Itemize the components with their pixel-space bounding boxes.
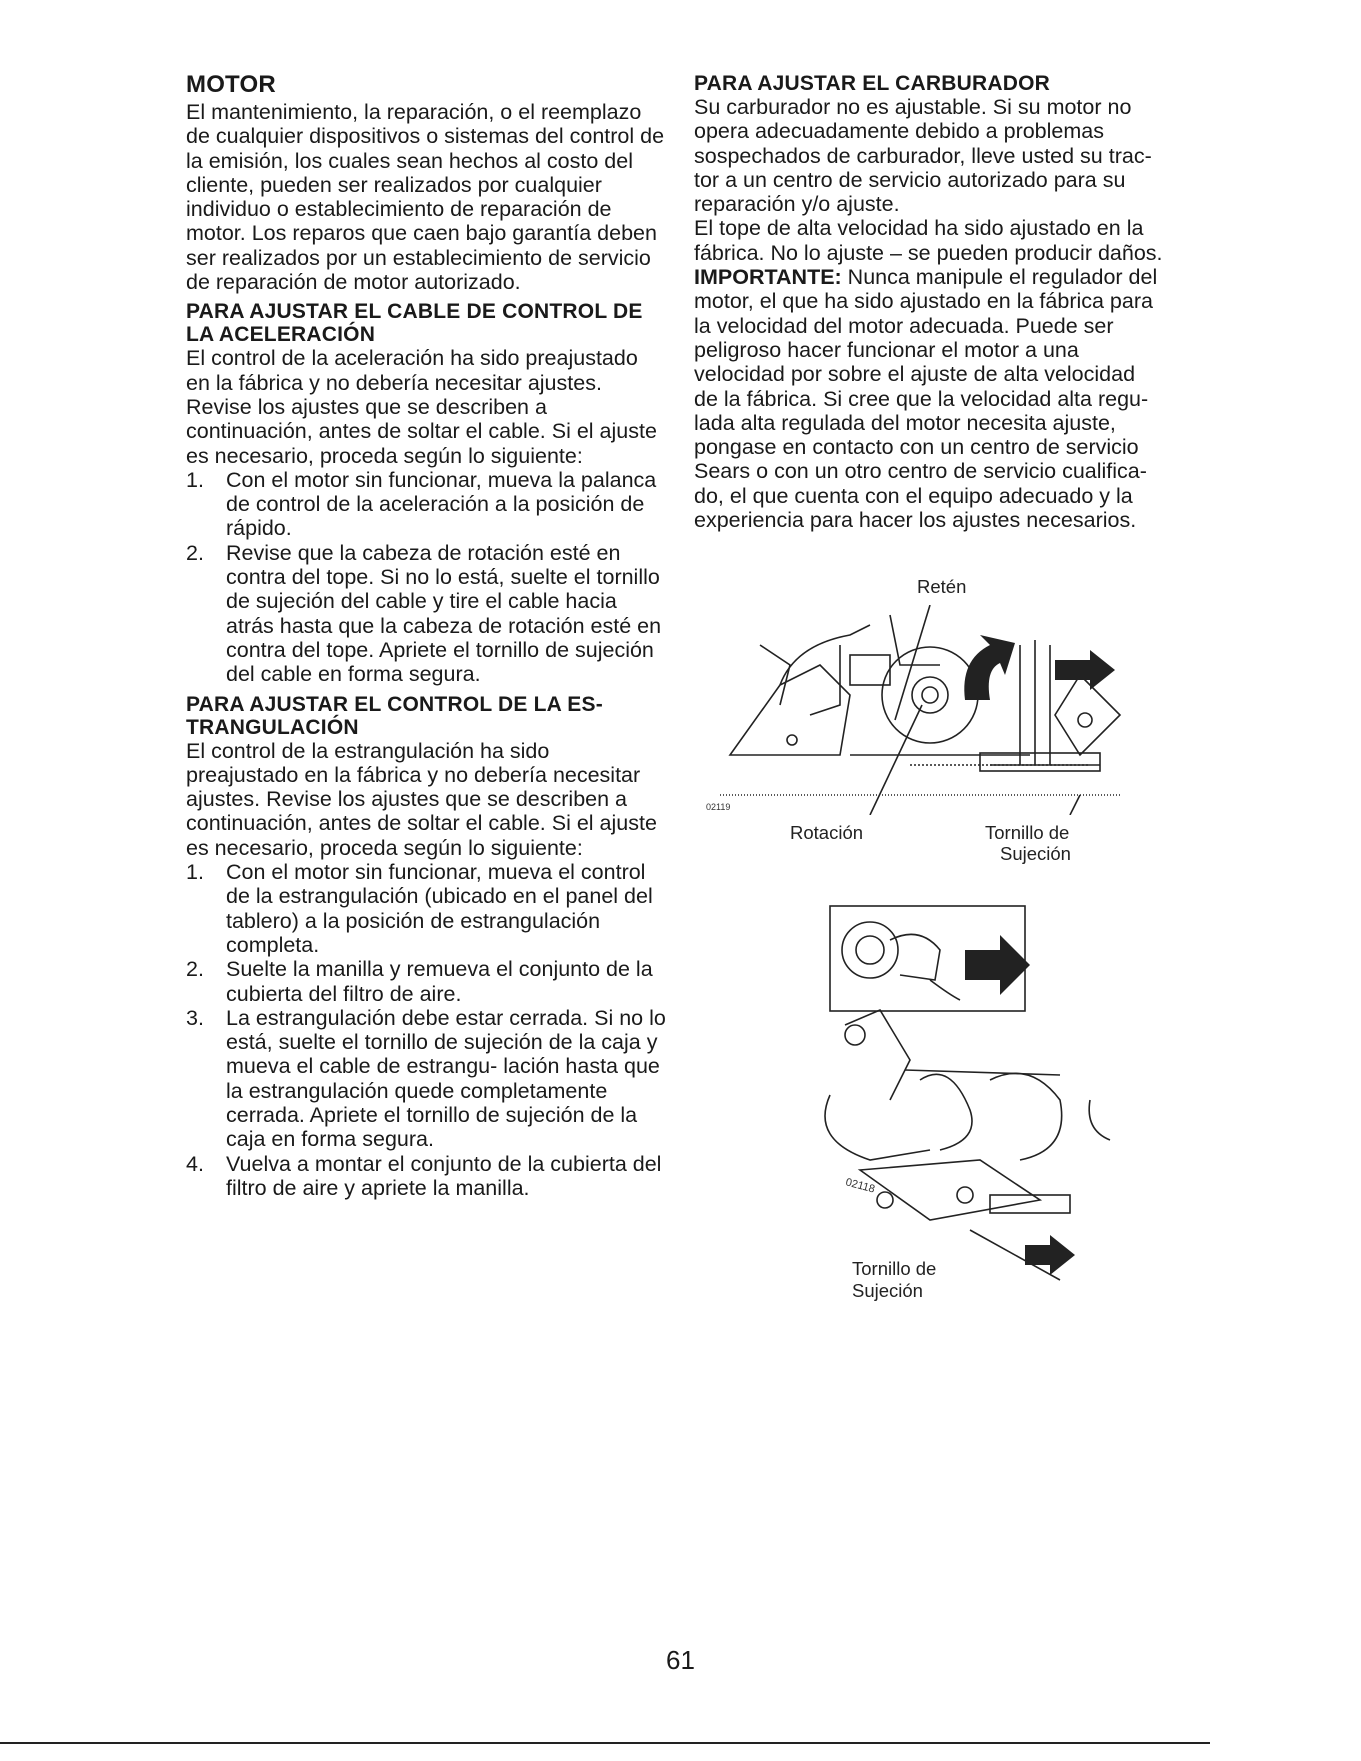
bottom-rule: [0, 1742, 1210, 1744]
reten-label: Retén: [917, 576, 967, 597]
page-number: 61: [666, 1645, 695, 1675]
right-column: [694, 72, 1164, 532]
step-text: Vuelva a montar el conjunto de la cubierta del filtro de aire y apriete la manilla.: [226, 1151, 662, 1200]
sujecion-label-1: Sujeción: [1000, 843, 1071, 864]
step-number: 2.: [186, 540, 204, 565]
sujecion-label-2: Sujeción: [852, 1280, 923, 1301]
left-column: [186, 72, 666, 1200]
figure1-code: 02119: [706, 802, 731, 812]
throttle-intro: El control de la aceleración ha sido preajustado en la fábrica y no debería necesitar ajustes. Revise los ajustes que se describen a continuación, antes de soltar el cable. Si el ajuste es necesario, proceda según lo siguiente:: [186, 346, 657, 468]
choke-intro: El control de la estrangulación ha sido preajustado en la fábrica y no debería necesitar ajustes. Revise los ajustes que se describen a continuación, antes de soltar el cable. Si el ajuste es necesario, proceda según lo siguiente:: [186, 738, 657, 860]
tornillo-label-1: Tornillo de: [985, 822, 1070, 843]
motor-paragraph: El mantenimiento, la reparación, o el reemplazo de cualquier dispositivos o sistemas del control de la emisión, los cuales sean hechos al costo del cliente, pueden ser realizados por cualquier individuo o establecimiento de reparación de motor. Los reparos que caen bajo garantía deben ser realizados por un establecimiento de servicio de reparación de motor autorizado.: [186, 100, 665, 295]
list-item: [186, 468, 666, 541]
tornillo-label-2: Tornillo de: [852, 1258, 937, 1279]
step-number: 2.: [186, 957, 204, 982]
carburetor-paragraph-2: El tope de alta velocidad ha sido ajustado en la fábrica. No lo ajuste – se pueden producir daños.: [694, 216, 1163, 265]
step-text: Suelte la manilla y remueva el conjunto de la cubierta del filtro de aire.: [226, 957, 653, 1006]
step-number: 4.: [186, 1151, 204, 1176]
motor-heading: MOTOR: [186, 71, 276, 98]
carburetor-heading: PARA AJUSTAR EL CARBURADOR: [694, 72, 1050, 95]
step-number: 1.: [186, 860, 204, 885]
step-number: 3.: [186, 1005, 204, 1030]
throttle-steps: [186, 468, 666, 687]
step-text: Con el motor sin funcionar, mueva la palanca de control de la aceleración a la posición de rápido.: [226, 467, 657, 541]
carburetor-paragraph-1: Su carburador no es ajustable. Si su motor no opera adecuadamente debido a problemas sospechados de carburador, lleve usted su trac- tor a un centro de servicio autorizado para su reparación y/o ajuste.: [694, 95, 1152, 217]
list-item: [186, 860, 666, 957]
important-paragraph: [694, 265, 1164, 532]
choke-steps: [186, 860, 666, 1200]
list-item: [186, 1006, 666, 1152]
step-text: Con el motor sin funcionar, mueva el control de la estrangulación (ubicado en el panel del tablero) a la posición de estrangulación completa.: [226, 860, 653, 957]
rotacion-label: Rotación: [790, 822, 864, 843]
list-item: [186, 541, 666, 687]
figure2-code: 02118: [844, 1176, 877, 1196]
step-number: 1.: [186, 467, 204, 492]
step-text: Revise que la cabeza de rotación esté en contra del tope. Si no lo está, suelte el tornillo de sujeción del cable y tire el cable hacia atrás hasta que la cabeza de rotación esté en contra del tope. Apriete el tornillo de sujeción del cable en forma segura.: [226, 540, 662, 687]
step-text: La estrangulación debe estar cerrada. Si no lo está, suelte el tornillo de sujeción de la caja y mueva el cable de estrangu- lación hasta que la estrangulación quede completamente cerrada. Apriete el tornillo de sujeción de la caja en forma segura.: [226, 1005, 666, 1152]
throttle-cable-illustration: [700, 605, 1130, 815]
important-text: Nunca manipule el regulador del motor, el que ha sido ajustado en la fábrica para la velocidad del motor adecuada. Puede ser peligroso hacer funcionar el motor a una velocidad por sobre el ajuste de alta velocidad de la fábrica. Si cree que la velocidad alta regu- lada alta regulada del motor necesita ajuste, pongase en contacto con un centro de servicio Sears o con un otro centro de servicio cualifica- do, el que cuenta con el equipo adecuado y la experiencia para hacer los ajustes necesarios.: [694, 265, 1158, 533]
choke-illustration: [790, 900, 1120, 1300]
throttle-heading: PARA AJUSTAR EL CABLE DE CONTROL DE LA ACELERACIÓN: [186, 300, 643, 347]
list-item: [186, 1152, 666, 1201]
list-item: [186, 957, 666, 1006]
important-label: IMPORTANTE:: [694, 265, 842, 290]
choke-heading: PARA AJUSTAR EL CONTROL DE LA ES- TRANGULACIÓN: [186, 692, 603, 739]
